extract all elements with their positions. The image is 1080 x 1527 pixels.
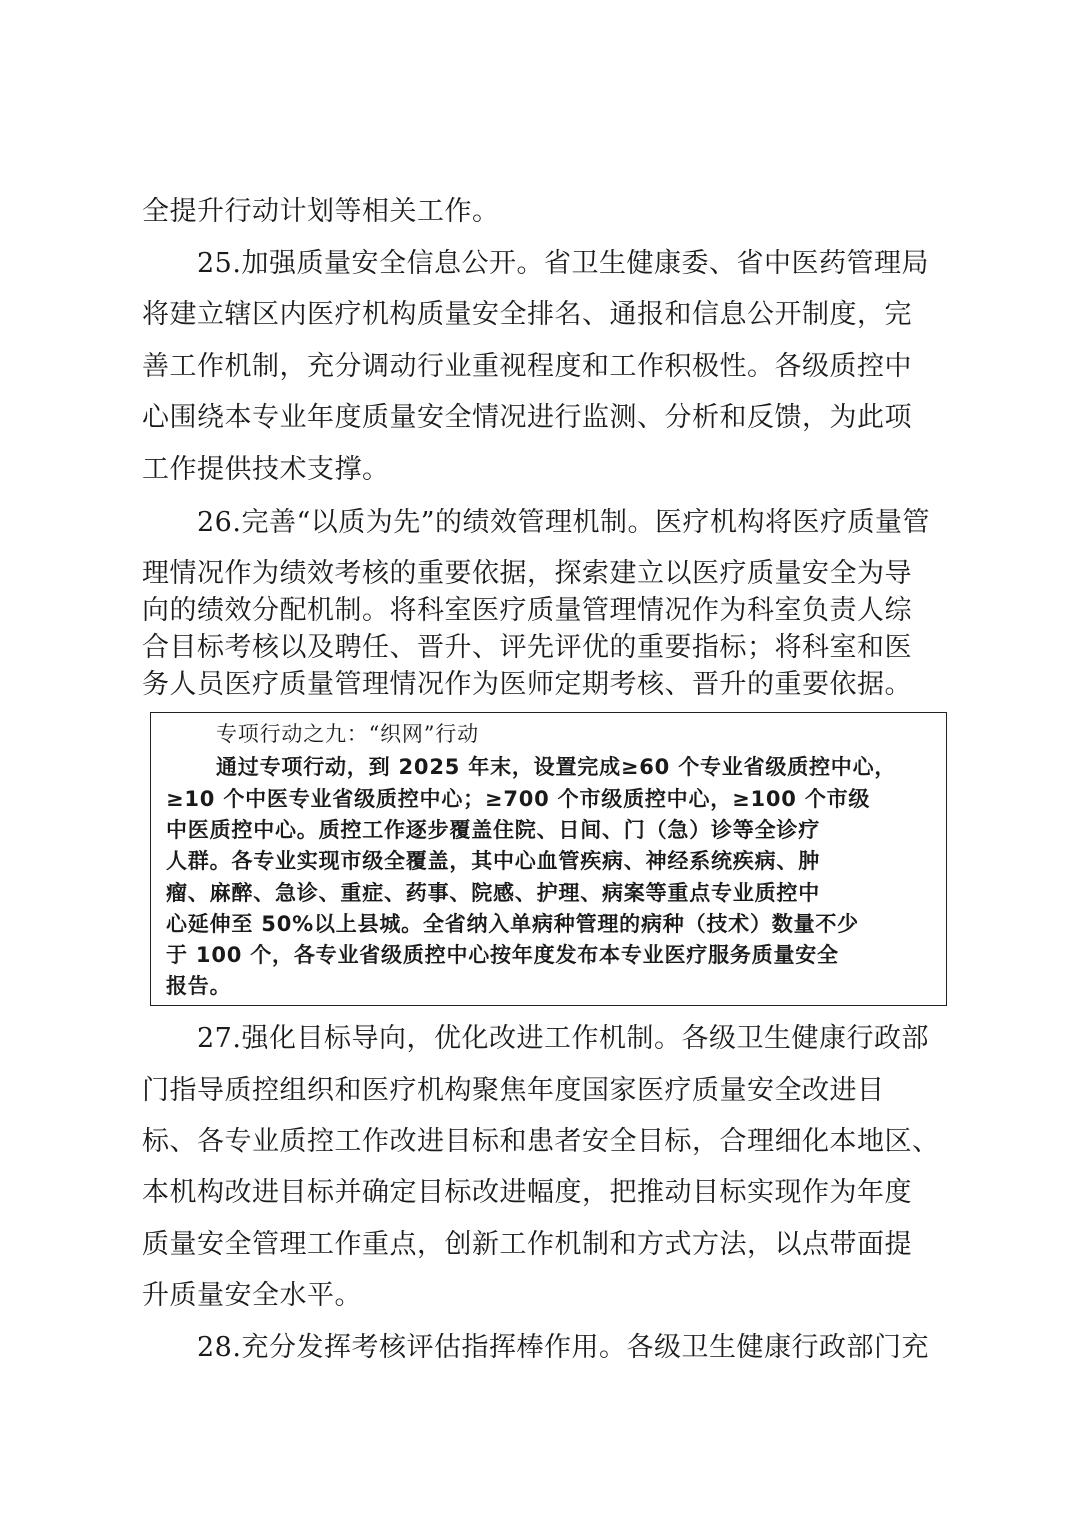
- box-line: 瘤、麻醉、急诊、重症、药事、院感、护理、病案等重点专业质控中: [166, 881, 820, 905]
- paragraph-25-line: 25.加强质量安全信息公开。省卫生健康委、省中医药管理局: [197, 248, 929, 279]
- paragraph-27-line: 标、各专业质控工作改进目标和患者安全目标，合理细化本地区、: [142, 1126, 940, 1157]
- box-line: ≥10 个中医专业省级质控中心；≥700 个市级质控中心，≥100 个市级: [166, 787, 871, 811]
- paragraph-25-line: 将建立辖区内医疗机构质量安全排名、通报和信息公开制度，完: [142, 299, 912, 330]
- paragraph-25-line: 心围绕本专业年度质量安全情况进行监测、分析和反馈，为此项: [142, 402, 912, 433]
- paragraph-27-line: 27.强化目标导向，优化改进工作机制。各级卫生健康行政部: [197, 1023, 929, 1054]
- paragraph-26-line: 理情况作为绩效考核的重要依据，探索建立以医疗质量安全为导: [142, 558, 912, 589]
- paragraph-25-line: 善工作机制，充分调动行业重视程度和工作积极性。各级质控中: [142, 351, 912, 382]
- paragraph-27-line: 质量安全管理工作重点，创新工作机制和方式方法，以点带面提: [142, 1229, 912, 1260]
- paragraph-27-line: 门指导质控组织和医疗机构聚焦年度国家医疗质量安全改进目: [142, 1075, 885, 1106]
- box-line: 通过专项行动，到 2025 年末，设置完成≥60 个专业省级质控中心，: [216, 755, 897, 779]
- paragraph-26-line: 合目标考核以及聘任、晋升、评先评优的重要指标；将科室和医: [142, 632, 912, 663]
- paragraph-26-line: 向的绩效分配机制。将科室医疗质量管理情况作为科室负责人综: [142, 595, 912, 626]
- paragraph-26-line: 26.完善“以质为先”的绩效管理机制。医疗机构将医疗质量管: [197, 507, 931, 538]
- paragraph-27-line: 升质量安全水平。: [142, 1280, 362, 1311]
- paragraph-26-line: 务人员医疗质量管理情况作为医师定期考核、晋升的重要依据。: [142, 669, 912, 700]
- paragraph-27-line: 本机构改进目标并确定目标改进幅度，把推动目标实现作为年度: [142, 1177, 912, 1208]
- box-heading: 专项行动之九：“织网”行动: [216, 722, 479, 746]
- paragraph-25-line: 工作提供技术支撑。: [142, 454, 390, 485]
- box-line: 中医质控中心。质控工作逐步覆盖住院、日间、门（急）诊等全诊疗: [166, 818, 820, 842]
- paragraph-28-line: 28.充分发挥考核评估指挥棒作用。各级卫生健康行政部门充: [197, 1332, 929, 1363]
- box-line: 于 100 个，各专业省级质控中心按年度发布本专业医疗服务质量安全: [166, 943, 839, 967]
- paragraph-line: 全提升行动计划等相关工作。: [142, 196, 500, 227]
- box-line: 人群。各专业实现市级全覆盖，其中心血管疾病、神经系统疾病、肿: [166, 849, 820, 873]
- box-line: 报告。: [166, 974, 232, 998]
- box-line: 心延伸至 50%以上县城。全省纳入单病种管理的病种（技术）数量不少: [166, 912, 859, 936]
